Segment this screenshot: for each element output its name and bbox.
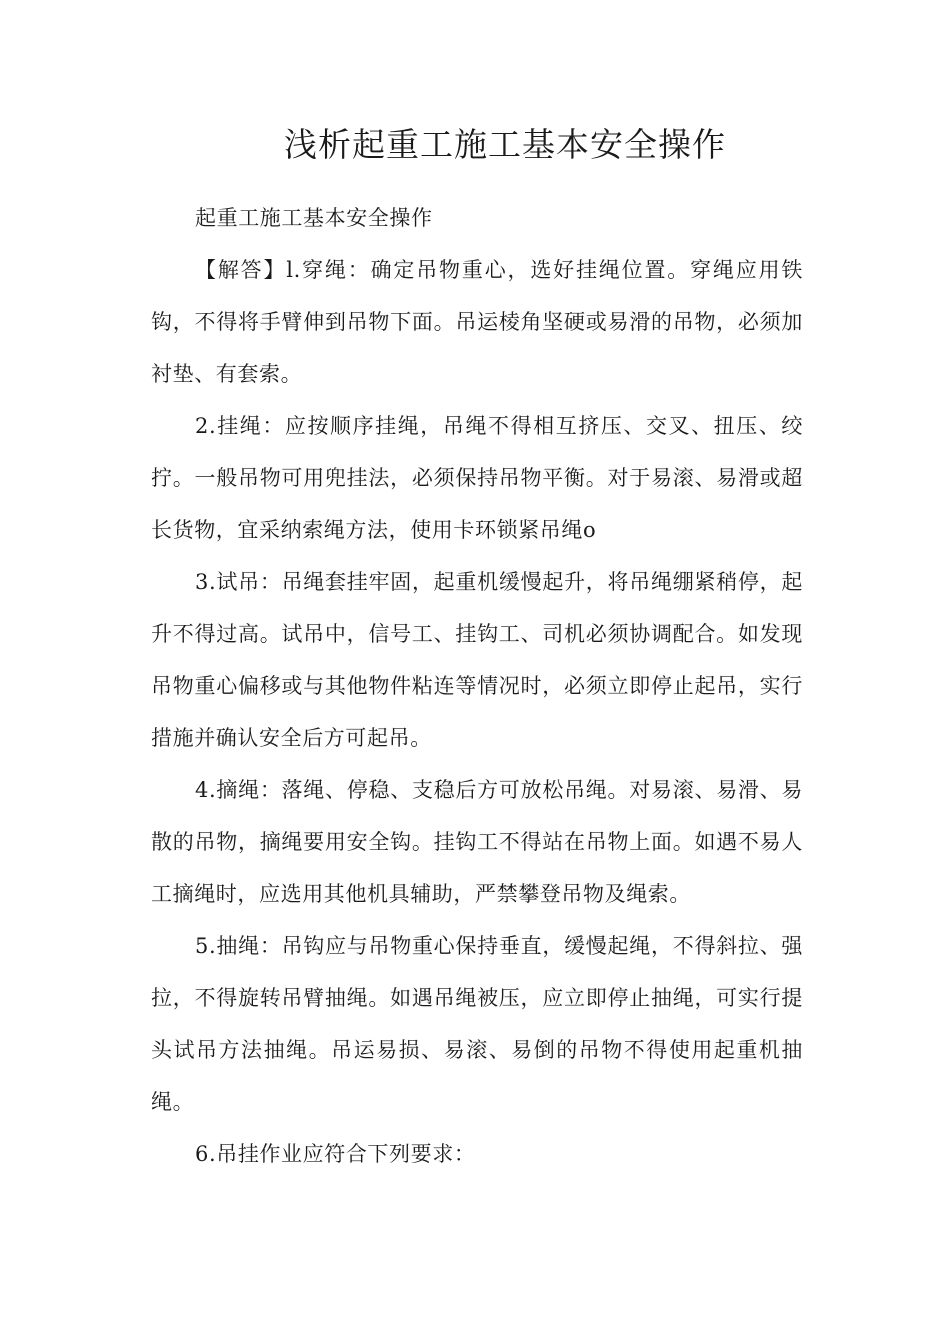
document-body xyxy=(151,192,803,1180)
paragraph-step-6: 6.吊挂作业应符合下列要求： xyxy=(195,1142,476,1166)
page-title: 浅析起重工施工基本安全操作 xyxy=(284,125,726,164)
paragraph-step-3: 3.试吊：吊绳套挂牢固，起重机缓慢起升，将吊绳绷紧稍停，起升不得过高。试吊中，信号工、挂钩工、司机必须协调配合。如发现吊物重心偏移或与其他物件粘连等情况时，必须立即停止起吊，实行措施并确认安全后方可起吊。 xyxy=(151,570,803,750)
paragraph-step-1: 【解答】l.穿绳：确定吊物重心，选好挂绳位置。穿绳应用铁钩，不得将手臂伸到吊物下面。吊运棱角坚硬或易滑的吊物，必须加衬垫、有套索。 xyxy=(151,258,803,386)
paragraph-subtitle: 起重工施工基本安全操作 xyxy=(195,206,433,230)
paragraph-step-4: 4.摘绳：落绳、停稳、支稳后方可放松吊绳。对易滚、易滑、易散的吊物，摘绳要用安全钩。挂钩工不得站在吊物上面。如遇不易人工摘绳时，应选用其他机具辅助，严禁攀登吊物及绳索。 xyxy=(151,778,803,906)
paragraph-step-5: 5.抽绳：吊钩应与吊物重心保持垂直，缓慢起绳，不得斜拉、强拉，不得旋转吊臂抽绳。如遇吊绳被压，应立即停止抽绳，可实行提头试吊方法抽绳。吊运易损、易滚、易倒的吊物不得使用起重机抽绳。 xyxy=(151,934,803,1114)
paragraph-step-2: 2.挂绳：应按顺序挂绳，吊绳不得相互挤压、交叉、扭压、绞拧。一般吊物可用兜挂法，必须保持吊物平衡。对于易滚、易滑或超长货物，宜采纳索绳方法，使用卡环锁紧吊绳o xyxy=(151,414,803,542)
